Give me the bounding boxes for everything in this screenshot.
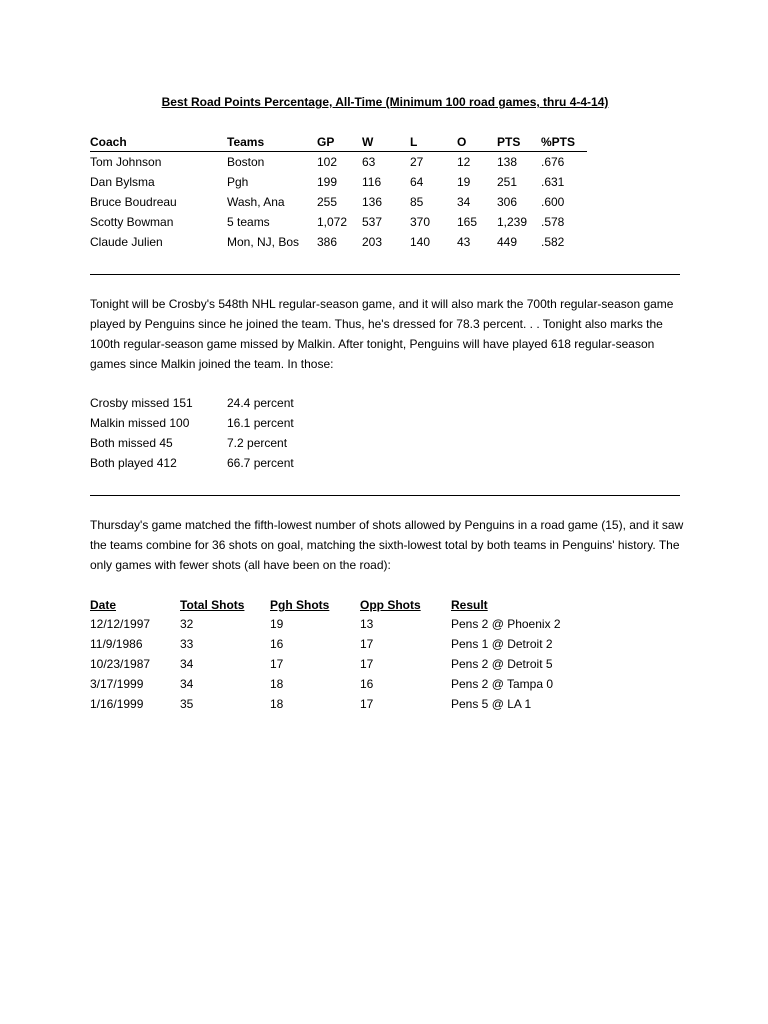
table-cell: 199 xyxy=(317,175,338,189)
table-cell: 370 xyxy=(410,215,431,229)
table-cell: Pgh xyxy=(227,175,249,189)
table-cell: 537 xyxy=(362,215,383,229)
table-cell: 251 xyxy=(497,175,518,189)
table-header-row xyxy=(90,596,561,614)
table-cell: 19 xyxy=(270,617,284,631)
table-cell: 19 xyxy=(457,175,471,189)
table-row xyxy=(90,694,561,714)
table-cell: 12/12/1997 xyxy=(90,617,151,631)
table-cell: Pens 2 @ Phoenix 2 xyxy=(451,617,561,631)
list-item xyxy=(90,413,347,433)
table-cell: Scotty Bowman xyxy=(90,215,174,229)
table-cell: 1,239 xyxy=(497,215,528,229)
header-date: Date xyxy=(90,598,117,612)
table-row xyxy=(90,152,587,173)
table-cell: Tom Johnson xyxy=(90,155,162,169)
crosby-malkin-paragraph: Tonight will be Crosby's 548th NHL regular-season game, and it will also mark the 700th regular-season game played by Penguins since he joined the team. Thus, he's dressed for 78.3 percent. . . Tonight also marks the 100th regular-season game missed by Malkin. After tonight, Penguins will have played 618 regular-season games since Malkin joined the team. In those: xyxy=(90,297,674,371)
table-cell: 10/23/1987 xyxy=(90,657,151,671)
table-cell: 12 xyxy=(457,155,471,169)
header-coach: Coach xyxy=(90,133,227,152)
table-cell: 63 xyxy=(362,155,376,169)
table-cell: 116 xyxy=(362,175,382,189)
table-cell: Wash, Ana xyxy=(227,195,285,209)
header-result: Result xyxy=(451,598,488,612)
coach-road-points-table xyxy=(90,133,587,252)
table-cell: 255 xyxy=(317,195,338,209)
table-row xyxy=(90,634,561,654)
shots-paragraph: Thursday's game matched the fifth-lowest number of shots allowed by Penguins in a road game (15), and it saw the teams combine for 36 shots on goal, matching the sixth-lowest total by both teams in Penguins' history. The only games with fewer shots (all have been on the road): xyxy=(90,518,684,572)
table-cell: Boston xyxy=(227,155,265,169)
table-cell: 165 xyxy=(457,215,478,229)
header-o: O xyxy=(457,133,497,152)
table-cell: 64 xyxy=(410,175,424,189)
table-cell: 386 xyxy=(317,235,338,249)
header-gp: GP xyxy=(317,133,362,152)
games-missed-list xyxy=(90,393,347,473)
table-cell: 13 xyxy=(360,617,374,631)
table-cell: Pens 2 @ Tampa 0 xyxy=(451,677,554,691)
list-item-value: 66.7 percent xyxy=(227,456,294,470)
table-cell: 136 xyxy=(362,195,383,209)
table-cell: 102 xyxy=(317,155,338,169)
table-cell: 17 xyxy=(270,657,284,671)
table-cell: .600 xyxy=(541,195,565,209)
table-cell: Pens 5 @ LA 1 xyxy=(451,697,532,711)
table-cell: Dan Bylsma xyxy=(90,175,155,189)
table-cell: 1/16/1999 xyxy=(90,697,144,711)
table-row xyxy=(90,172,587,192)
table-cell: .631 xyxy=(541,175,565,189)
table-row xyxy=(90,654,561,674)
table-cell: 34 xyxy=(180,657,194,671)
table-cell: 16 xyxy=(270,637,284,651)
list-item-label: Malkin missed 100 xyxy=(90,416,190,430)
table-cell: 33 xyxy=(180,637,194,651)
list-item-value: 24.4 percent xyxy=(227,396,294,410)
list-item-label: Both missed 45 xyxy=(90,436,173,450)
table-row xyxy=(90,192,587,212)
list-item-value: 16.1 percent xyxy=(227,416,294,430)
table-header-row xyxy=(90,133,587,152)
table-cell: 17 xyxy=(360,637,374,651)
table-cell: 16 xyxy=(360,677,374,691)
table-cell: 32 xyxy=(180,617,194,631)
table-cell: 27 xyxy=(410,155,424,169)
table-cell: 43 xyxy=(457,235,471,249)
list-item-value: 7.2 percent xyxy=(227,436,288,450)
table-cell: 17 xyxy=(360,657,374,671)
section-divider xyxy=(90,495,680,496)
header-w: W xyxy=(362,133,410,152)
table-cell: 306 xyxy=(497,195,518,209)
table-row xyxy=(90,232,587,252)
header-opp-shots: Opp Shots xyxy=(360,598,421,612)
table-cell: 5 teams xyxy=(227,215,270,229)
header-pts: PTS xyxy=(497,133,541,152)
table-row xyxy=(90,212,587,232)
table-cell: 11/9/1986 xyxy=(90,637,143,651)
header-pgh-shots: Pgh Shots xyxy=(270,598,330,612)
table-cell: 34 xyxy=(180,677,194,691)
table-cell: Pens 2 @ Detroit 5 xyxy=(451,657,553,671)
table-cell: Pens 1 @ Detroit 2 xyxy=(451,637,553,651)
header-teams: Teams xyxy=(227,133,317,152)
table-cell: .676 xyxy=(541,155,565,169)
table-cell: 35 xyxy=(180,697,194,711)
list-item xyxy=(90,453,347,473)
table-row xyxy=(90,614,561,634)
list-item-label: Both played 412 xyxy=(90,456,177,470)
list-item xyxy=(90,433,347,453)
fewest-shots-table xyxy=(90,596,561,714)
table-cell: Bruce Boudreau xyxy=(90,195,177,209)
table-cell: 140 xyxy=(410,235,431,249)
table-cell: 34 xyxy=(457,195,471,209)
list-item-label: Crosby missed 151 xyxy=(90,396,193,410)
table-cell: 18 xyxy=(270,697,284,711)
table-cell: 1,072 xyxy=(317,215,348,229)
table-cell: 85 xyxy=(410,195,424,209)
table-cell: 203 xyxy=(362,235,383,249)
header-pct-pts: %PTS xyxy=(541,133,587,152)
table-cell: 138 xyxy=(497,155,518,169)
section-divider xyxy=(90,274,680,275)
table-row xyxy=(90,674,561,694)
table-cell: .578 xyxy=(541,215,565,229)
table-cell: 3/17/1999 xyxy=(90,677,144,691)
table-cell: Mon, NJ, Bos xyxy=(227,235,300,249)
list-item xyxy=(90,393,347,413)
road-points-title: Best Road Points Percentage, All-Time (Minimum 100 road games, thru 4-4-14) xyxy=(161,95,609,109)
header-total-shots: Total Shots xyxy=(180,598,245,612)
table-cell: Claude Julien xyxy=(90,235,163,249)
table-cell: 17 xyxy=(360,697,374,711)
table-cell: 449 xyxy=(497,235,518,249)
table-cell: .582 xyxy=(541,235,565,249)
header-l: L xyxy=(410,133,457,152)
table-cell: 18 xyxy=(270,677,284,691)
